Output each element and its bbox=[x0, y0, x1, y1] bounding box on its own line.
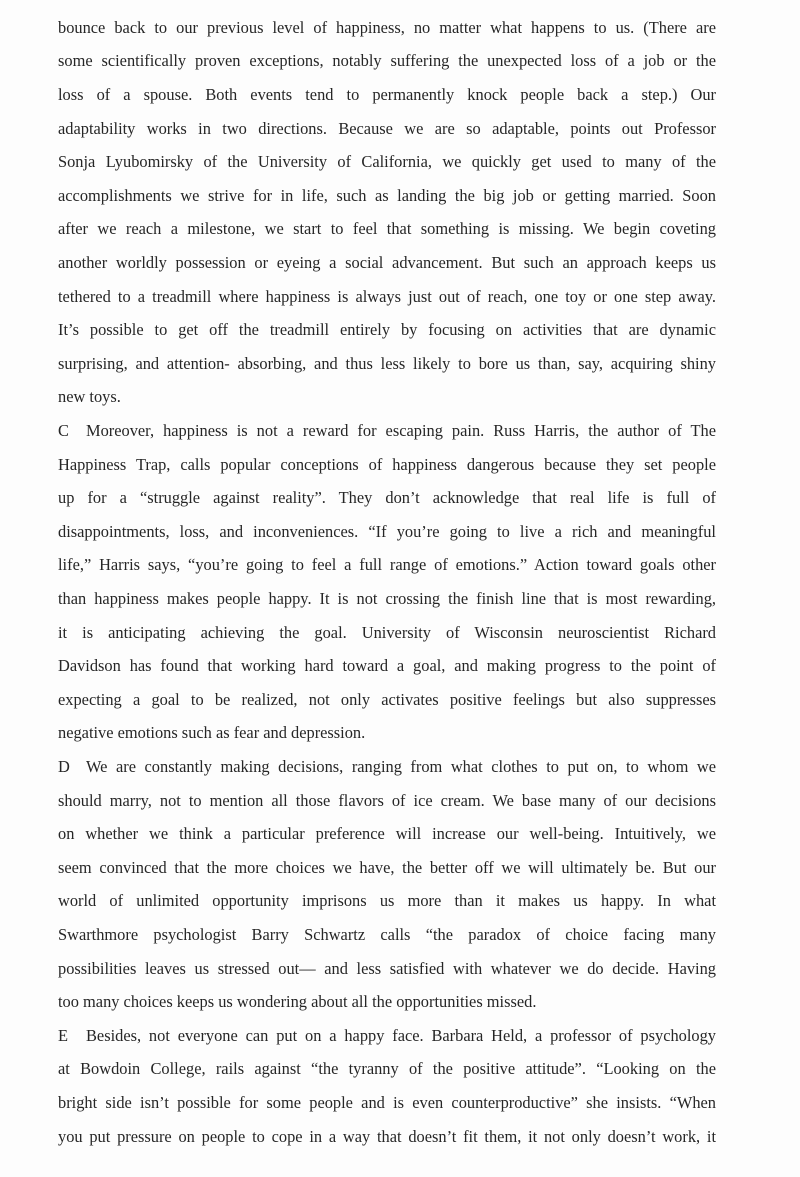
text-line: Sonja Lyubomirsky of the University of California, we quickly get used to many of the bbox=[58, 152, 716, 171]
text-line: too many choices keeps us wondering about all the opportunities missed. bbox=[58, 992, 537, 1011]
text-line: tethered to a treadmill where happiness is always just out of reach, one toy or one step away. bbox=[58, 287, 716, 306]
text-line: possibilities leaves us stressed out— and less satisfied with whatever we do decide. Having bbox=[58, 959, 716, 978]
text-line: another worldly possession or eyeing a social advancement. But such an approach keeps us bbox=[58, 253, 716, 272]
text-line: negative emotions such as fear and depression. bbox=[58, 723, 366, 742]
text-line: at Bowdoin College, rails against “the tyranny of the positive attitude”. “Looking on the bbox=[58, 1059, 716, 1078]
text-line: it is anticipating achieving the goal. University of Wisconsin neuroscientist Richard bbox=[58, 623, 716, 642]
text-line: Happiness Trap, calls popular conceptions of happiness dangerous because they set people bbox=[58, 455, 716, 474]
text-line: life,” Harris says, “you’re going to feel a full range of emotions.” Action toward goals other bbox=[58, 555, 716, 574]
text-line: accomplishments we strive for in life, such as landing the big job or getting married. Soon bbox=[58, 186, 716, 205]
text-line: on whether we think a particular preference will increase our well-being. Intuitively, we bbox=[58, 824, 716, 843]
text-line: loss of a spouse. Both events tend to permanently knock people back a step.) Our bbox=[58, 85, 716, 104]
text-line: after we reach a milestone, we start to feel that something is missing. We begin coveting bbox=[58, 219, 716, 238]
text-line: some scientifically proven exceptions, notably suffering the unexpected loss of a job or the bbox=[58, 51, 716, 70]
paragraph-e-first-line: E Besides, not everyone can put on a happy face. Barbara Held, a professor of psychology bbox=[58, 1026, 716, 1045]
text-line: surprising, and attention- absorbing, and thus less likely to bore us than, say, acquiring shiny bbox=[58, 354, 716, 373]
text-line: bounce back to our previous level of happiness, no matter what happens to us. (There are bbox=[58, 18, 716, 37]
text-line: Swarthmore psychologist Barry Schwartz calls “the paradox of choice facing many bbox=[58, 925, 716, 944]
text-line: world of unlimited opportunity imprisons us more than it makes us happy. In what bbox=[58, 891, 716, 910]
text-line: It’s possible to get off the treadmill entirely by focusing on activities that are dynamic bbox=[58, 320, 716, 339]
paragraph-label: C bbox=[58, 421, 69, 440]
text-line: than happiness makes people happy. It is not crossing the finish line that is most rewarding, bbox=[58, 589, 716, 608]
text-line: you put pressure on people to cope in a way that doesn’t fit them, it not only doesn’t work, it bbox=[58, 1127, 716, 1146]
text-line: up for a “struggle against reality”. They don’t acknowledge that real life is full of bbox=[58, 488, 716, 507]
paragraph-d-first-line: D We are constantly making decisions, ranging from what clothes to put on, to whom we bbox=[58, 757, 716, 776]
paragraph-label: D bbox=[58, 757, 70, 776]
text-line: should marry, not to mention all those flavors of ice cream. We base many of our decisions bbox=[58, 791, 716, 810]
text-line: seem convinced that the more choices we have, the better off we will ultimately be. But our bbox=[58, 858, 716, 877]
text-line: disappointments, loss, and inconveniences. “If you’re going to live a rich and meaningful bbox=[58, 522, 716, 541]
text-line: expecting a goal to be realized, not only activates positive feelings but also suppresses bbox=[58, 690, 716, 709]
paragraph-c-first-line: C Moreover, happiness is not a reward for escaping pain. Russ Harris, the author of The bbox=[58, 421, 716, 440]
text-line: new toys. bbox=[58, 387, 121, 406]
paragraph-label: E bbox=[58, 1026, 69, 1045]
text-line: bright side isn’t possible for some people and is even counterproductive” she insists. “When bbox=[58, 1093, 716, 1112]
text-line: adaptability works in two directions. Because we are so adaptable, points out Professor bbox=[58, 119, 716, 138]
text-line: Davidson has found that working hard toward a goal, and making progress to the point of bbox=[58, 656, 716, 675]
